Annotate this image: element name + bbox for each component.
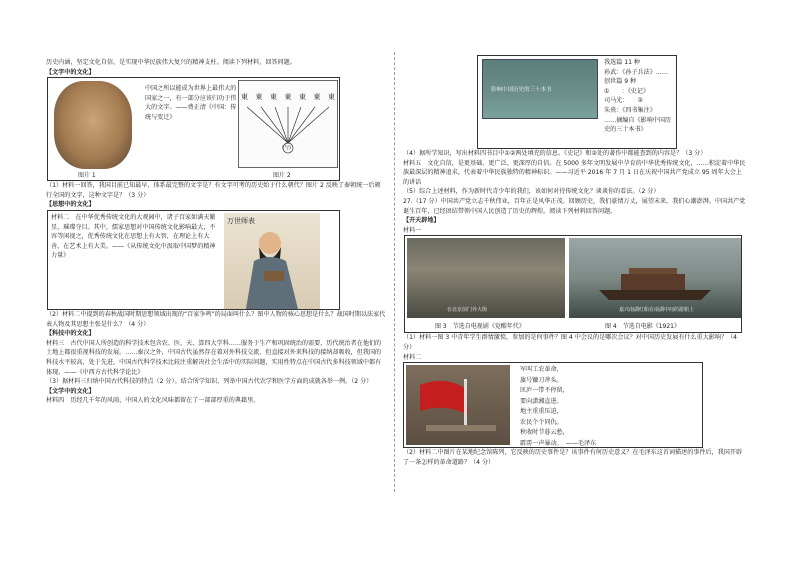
material-one-text: 中国之所以能成为世界上最伟大的国家之一，有一部分应该归功于伟大的文字。——费正清《中国：传统与变迁》	[145, 85, 237, 121]
poem-line: 农民个个同仇。	[520, 418, 563, 426]
book-list	[604, 58, 676, 135]
awakening-age-still	[407, 238, 565, 318]
still-subtitle: 在北京前门外大街	[447, 307, 488, 314]
section-literature: 【文学中的文化】	[46, 387, 95, 395]
material-four-text: 材料四 历经几千年的风雨，中国人的文化风味都留在了一部部厚重的典籍里。	[46, 397, 260, 405]
glyph: 東	[328, 93, 335, 102]
book-list-line: 孙武：《孙子兵法》……	[604, 68, 668, 76]
glyph: 東	[255, 93, 263, 102]
portrait-inscription: 万世师表	[227, 216, 255, 225]
still-subtitle: 嘉兴南湖红船在南湖中间的游船上	[619, 307, 695, 314]
poem-line: 秋收时节暮云愁，	[520, 429, 569, 437]
figures-three-four-box	[404, 235, 742, 333]
poem-line: 旗号镰刀斧头。	[520, 376, 563, 384]
question-27-2: （2）材料二中图片在某地纪念馆陈列，它反映的历史事件是？该事件有何历史意义？在毛泽东这首词描述的事件后，我国开辟了一条怎样的革命道路？（4 分）	[403, 449, 743, 466]
glyph: 東	[313, 93, 321, 102]
seal-script-diagram	[238, 80, 338, 168]
book-cover-image	[482, 59, 598, 119]
material-one-box	[47, 77, 340, 181]
poem-line: 军叫工农革命，	[520, 366, 563, 374]
mao-poem	[520, 365, 700, 449]
material-two-text: 材料二 在中华优秀传统文化的大观园中，诸子百家如满天繁星，璀璨夺目。其中，儒家思想对中国传统文化影响最大，不容等闲视之，优秀传统文化在思想上有大智，在理论上有大善，在艺术上有大美。——《从传统文化中汲取中国梦的精神力量》	[51, 213, 216, 260]
section-tech: 【科技中的文化】	[46, 330, 95, 338]
glyph: 東	[270, 93, 277, 102]
figure-one-caption: 图片 1	[78, 172, 96, 180]
figure-four-caption: 图 4 节选自电影《1921》	[605, 323, 680, 331]
book-cover-title: 影响中国历史的三十本书	[491, 87, 552, 93]
figure-three-caption: 图 3 节选自电视剧《觉醒年代》	[435, 323, 525, 331]
section-start: 【开天辟地】	[403, 217, 440, 225]
question-27: 27.（17 分）中国共产党立志千秋伟业，百年正是风华正茂。回顾历史，我们豪情万丈，展望未来，我们心潮澎湃。中国共产党诞生百年，已经团结带领中国人民创造了历史的辉煌。阅读下列材料回答问题。	[403, 197, 746, 215]
section-writing: 【文字中的文化】	[46, 68, 95, 76]
left-column	[46, 58, 386, 406]
question-one: （1）材料一回答，我国目前已知最早、体系最完整的文字是？有文字可考的历史始于什么朝代？图片 2 反映了秦朝统一后颁行全国的文字，这种文字是？（3 分）	[46, 182, 381, 199]
glyph: 東	[284, 93, 292, 102]
memorial-hall-image	[406, 365, 510, 445]
glyph-center: (与)	[282, 145, 291, 152]
question-two: （2）材料二中提到的春秋战国时期思想领域出现的“百家争鸣”的局面叫什么？图中人物的核心思想是什么？战国时期以法家代表人物及其思想主张是什么？（4 分）	[46, 310, 386, 328]
material-two-box	[403, 362, 703, 448]
book-list-line: 司马光： ②	[604, 97, 643, 105]
red-boat-still	[569, 238, 741, 318]
book-list-line: 我选篇 11 种	[604, 59, 641, 66]
poem-line: 地主重重压迫，	[520, 408, 563, 416]
question-three: （3）据材料三归纳中国古代科技的特点（2 分）。结合所学知识，列举中国古代农学和医学方面的成就各举一例。（2 分）	[46, 378, 373, 386]
intro-text: 历史内涵，坚定文化自信，是实现中华民族伟大复兴的精神支柱。阅读下列材料，回答问题。	[46, 59, 296, 66]
material-five-text: 材料五 文化自信，是更基础、更广泛、更深厚的自信。在 5000 多年文明发展中孕育的中华优秀传统文化，……积淀着中华民族最深层的精神追求，代表着中华民族独特的精神标识。——习近平 2016 年 7 月 1 日在庆祝中国共产党成立 95 周年大会上的讲话	[403, 159, 746, 186]
question-five: （5）综合上述材料，作为新时代青少年的我们，该如何对待传统文化？谈谈你的看法。（2 分）	[403, 188, 660, 196]
book-list-box	[477, 55, 677, 149]
book-list-line: 朱熹：《四书集注》	[604, 106, 656, 114]
material-two-box	[47, 210, 340, 310]
poem-line: 匡庐一带不停留，	[520, 387, 569, 395]
material-three-text: 材料三 古代中国人所创造的科学技术包含农、医、天、算四大学科……服务于生产和巩固统治的需要，历代统治者在他们的土地上都很重视科技的发展。……秦汉之外，中国古代虽然存在着对外科技交流，但直接对外来科技的接纳却吸收，但我国的科技水平较高，处于先进，中国古代科学技术比较注重解决社会生活中的实际问题，实用性特点在中国古代多科技领域中都有体现。——《中西方古代科学论比》	[46, 339, 382, 376]
book-list-line: ……摘编自《影响中国历史的三十本书》	[604, 116, 672, 134]
poem-line: 霹雳一声暴动。 ——毛泽东	[520, 439, 597, 447]
right-column	[403, 55, 748, 467]
book-list-line: 创世篇 9 种	[604, 78, 637, 86]
column-divider	[394, 52, 395, 492]
question-27-1: （1）材料一图 3 中青年学生群情激愤，参加的是何事件？图 4 中会议的是哪次会议？对中国历史发展有什么重大影响？（4 分）	[403, 334, 738, 351]
material-one-label: 材料一	[403, 226, 422, 234]
question-four: （4）据所学知识，写出材料四书目中①②两处填充的信息。《史记》和②处的著作中都能查到的内容是？（3 分）	[403, 150, 707, 157]
glyph: 東	[299, 93, 306, 102]
glyph: 東	[241, 93, 248, 102]
material-two-label: 材料二	[403, 353, 422, 361]
poem-line: 要向潇湘直进。	[520, 397, 563, 405]
book-list-line: ① ：《史记》	[604, 87, 650, 95]
figure-two-caption: 图片 2	[273, 172, 291, 180]
section-thought: 【思想中的文化】	[46, 201, 95, 209]
oracle-bone-image	[54, 81, 132, 169]
confucius-portrait	[224, 213, 320, 309]
